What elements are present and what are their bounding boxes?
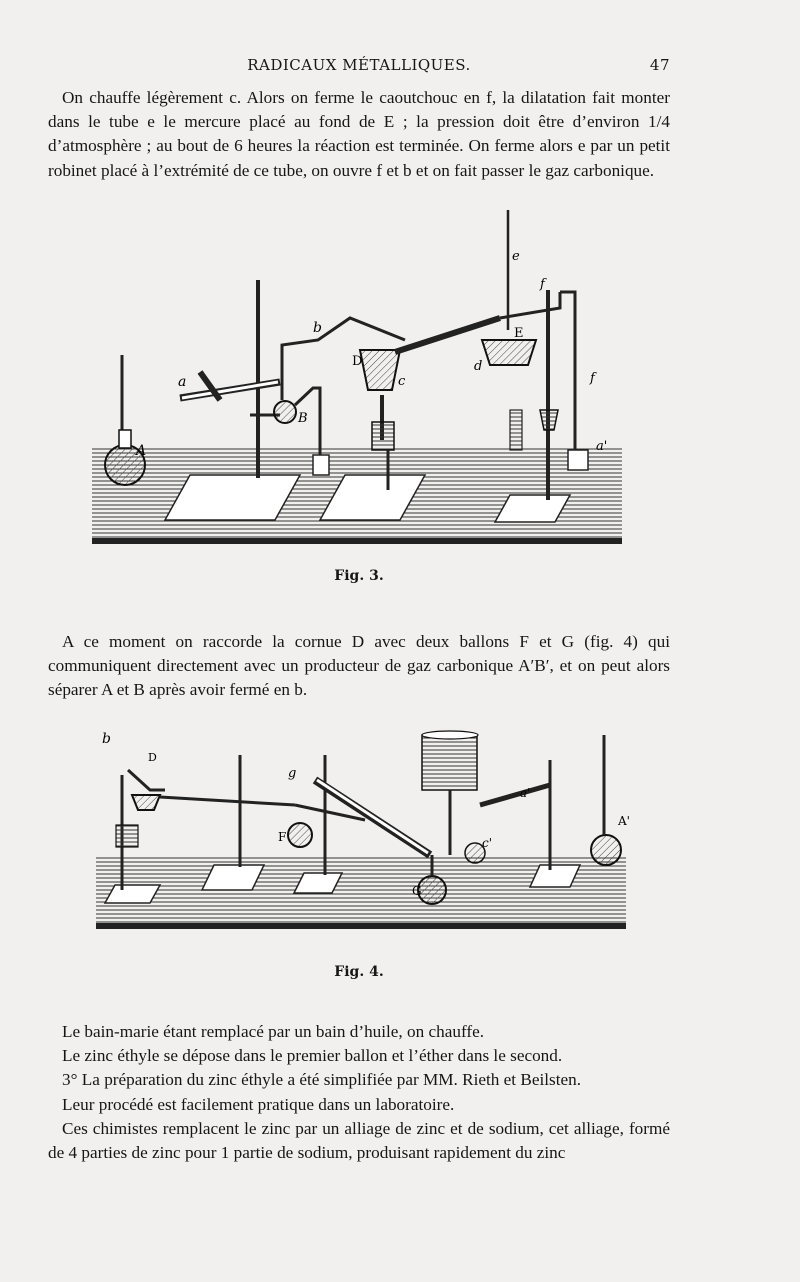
text-block-top [48, 86, 670, 183]
label-A: A [136, 443, 147, 459]
fig4-label-F: F [278, 830, 287, 844]
label-f-tube: f [590, 371, 595, 386]
label-E: E [514, 326, 524, 341]
page-number: 47 [649, 56, 670, 74]
fig4-label-g: g [288, 766, 297, 781]
fig4-label-D: D [148, 751, 157, 764]
paragraph-retort: A ce moment on raccorde la cornue D avec deux ballons F et G (fig. 4) qui communiquent directement avec un producteur de gaz carbonique A′B′, et on peut alors séparer A et B après avoir fermé en b. [48, 632, 670, 700]
paragraph-procede: Leur procédé est facilement pratique dans un laboratoire. [62, 1094, 455, 1114]
figure-3-apparatus [70, 200, 650, 560]
label-a-prime: a' [596, 439, 608, 454]
text-block-middle [48, 630, 670, 703]
fig4-label-b: b [102, 731, 111, 747]
paragraph-heating: On chauffe légèrement c. Alors on ferme le caoutchouc en f, la dilatation fait monter dans le tube e le mercure placé au fond de E ; la pression doit être d’environ 1/4 d’atmosphère ; au bout de 6 heures la réaction est terminée. On ferme alors e par un petit robinet placé à l’extrémité de ce tube, on ouvre f et b et on fait passer le gaz carbonique. [48, 88, 670, 180]
paragraph-rieth-beilsten: 3° La préparation du zinc éthyle a été simplifiée par MM. Rieth et Beilsten. [62, 1070, 581, 1090]
paragraph-bain-marie: Le bain-marie étant remplacé par un bain d’huile, on chauffe. [62, 1022, 485, 1041]
fig4-label-A-prime: A' [618, 814, 630, 828]
label-d: d [474, 359, 483, 374]
running-title: RADICAUX MÉTALLIQUES. [247, 56, 471, 74]
label-D: D [352, 354, 363, 369]
page-header [48, 56, 670, 78]
label-B: B [298, 411, 308, 426]
figure-3-caption: Fig. 3. [334, 568, 384, 584]
figure-4-caption: Fig. 4. [334, 964, 384, 980]
label-c: c [398, 374, 406, 389]
flask-A [105, 355, 145, 485]
fig4-label-a-prime: a' [520, 786, 531, 800]
label-a: a [178, 374, 187, 390]
label-b: b [313, 320, 322, 336]
text-block-bottom [48, 1020, 670, 1165]
paragraph-alliage: Ces chimistes remplacent le zinc par un alliage de zinc et de sodium, cet alliage, formé de 4 parties de zinc pour 1 partie de sodium, produisant rapidement du zinc [48, 1118, 670, 1163]
figure-4-apparatus [80, 725, 640, 955]
label-f: f [540, 277, 545, 292]
water-bath [422, 735, 477, 790]
label-e: e [512, 249, 520, 264]
fig4-label-G: G [412, 884, 422, 898]
paragraph-deposit: Le zinc éthyle se dépose dans le premier ballon et l’éther dans le second. [62, 1046, 563, 1066]
fig4-label-c-prime: c' [482, 836, 493, 850]
